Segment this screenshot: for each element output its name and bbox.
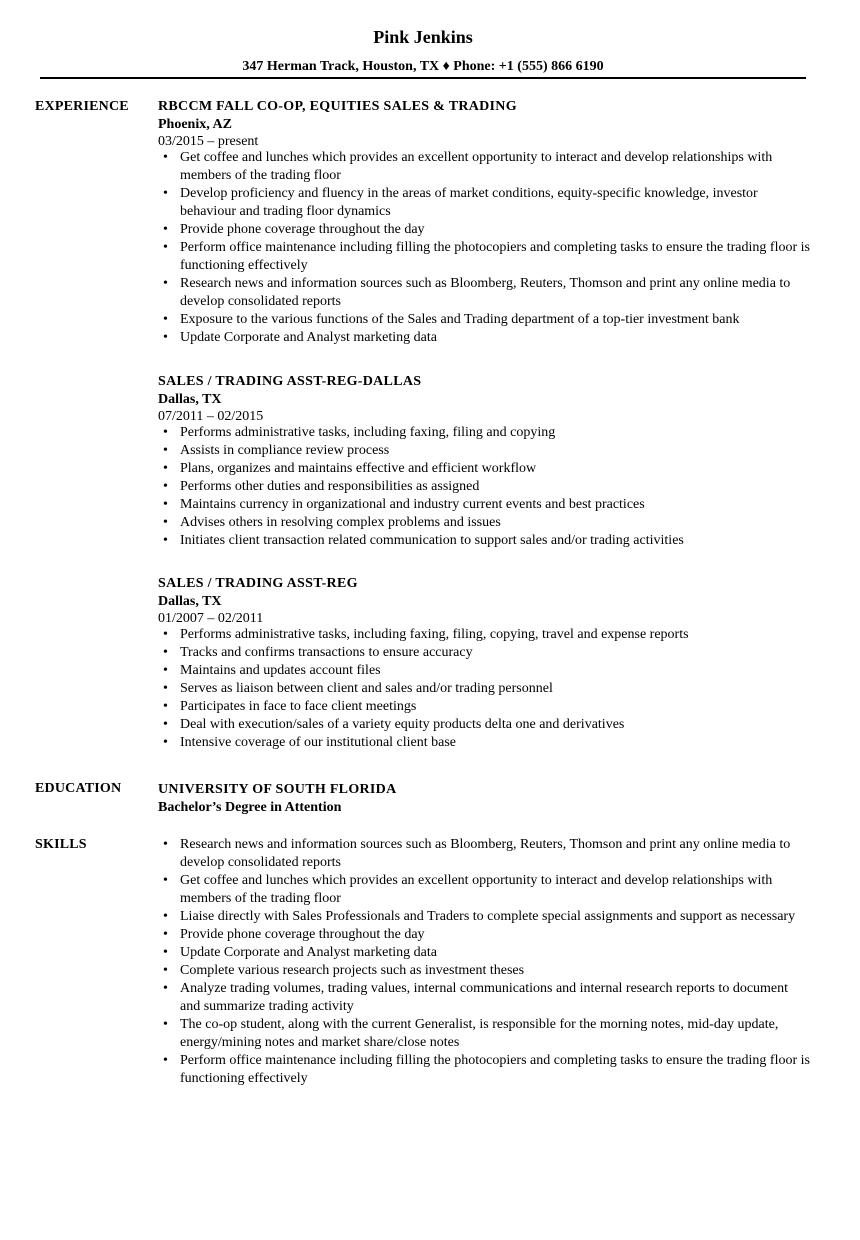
bullet-text: Develop proficiency and fluency in the areas of market conditions, equity-specific knowledge, investor behaviour and trading floor dynamics [180, 186, 758, 219]
bullet-item [158, 1052, 810, 1088]
bullet-text: The co-op student, along with the current Generalist, is responsible for the morning notes, mid-day update, energy/mining notes and market share/close notes [180, 1017, 779, 1050]
bullet-item [158, 239, 810, 275]
bullet-item [158, 311, 810, 329]
section-label-skills: SKILLS [35, 837, 87, 852]
bullet-item [158, 496, 810, 514]
bullet-item [158, 514, 810, 532]
education-entry [158, 781, 818, 817]
bullet-text: Participates in face to face client meetings [180, 699, 417, 714]
bullet-text: Plans, organizes and maintains effective and efficient workflow [180, 461, 537, 476]
bullet-item [158, 424, 810, 442]
job-dates: 03/2015 – present [158, 134, 259, 149]
bullet-icon: • [163, 479, 168, 494]
bullet-item [158, 478, 810, 496]
bullet-icon: • [163, 663, 168, 678]
bullet-text: Maintains and updates account files [180, 663, 381, 678]
bullet-text: Analyze trading volumes, trading values, internal communications and internal research reports to document and summarize trading activity [180, 981, 789, 1014]
bullet-text: Liaise directly with Sales Professionals and Traders to complete special assignments and support as necessary [180, 909, 796, 924]
bullet-item [158, 221, 810, 239]
bullet-item [158, 926, 810, 944]
bullet-text: Maintains currency in organizational and industry current events and best practices [180, 497, 645, 512]
bullet-icon: • [163, 909, 168, 924]
contact-line: 347 Herman Track, Houston, TX ♦ Phone: +1 (555) 866 6190 [242, 59, 604, 74]
bullet-icon: • [163, 735, 168, 750]
bullet-text: Perform office maintenance including filling the photocopiers and completing tasks to ensure the trading floor is functioning effectively [180, 1053, 810, 1086]
job-location: Dallas, TX [158, 594, 222, 609]
bullet-text: Intensive coverage of our institutional client base [180, 735, 457, 750]
bullet-item [158, 698, 810, 716]
bullet-icon: • [163, 627, 168, 642]
bullet-text: Get coffee and lunches which provides an excellent opportunity to interact and develop relationships with members of the trading floor [180, 873, 773, 906]
bullet-text: Performs administrative tasks, including faxing, filing, copying, travel and expense reports [180, 627, 689, 642]
bullet-text: Provide phone coverage throughout the day [180, 222, 425, 237]
bullet-text: Research news and information sources such as Bloomberg, Reuters, Thomson and print any online media to develop consolidated reports [180, 837, 791, 870]
bullet-icon: • [163, 515, 168, 530]
bullet-text: Advises others in resolving complex problems and issues [180, 515, 501, 530]
bullet-icon: • [163, 497, 168, 512]
bullet-text: Get coffee and lunches which provides an excellent opportunity to interact and develop relationships with members of the trading floor [180, 150, 773, 183]
bullet-item [158, 442, 810, 460]
bullet-icon: • [163, 312, 168, 327]
bullet-text: Complete various research projects such as investment theses [180, 963, 525, 978]
bullet-icon: • [163, 717, 168, 732]
bullet-icon: • [163, 533, 168, 548]
bullet-item [158, 532, 810, 550]
bullet-text: Performs other duties and responsibilities as assigned [180, 479, 480, 494]
bullet-icon: • [163, 837, 168, 852]
bullet-icon: • [163, 963, 168, 978]
job-entry [158, 98, 818, 347]
candidate-name: Pink Jenkins [373, 27, 473, 47]
bullet-item [158, 626, 810, 644]
bullet-item [158, 149, 810, 185]
bullet-icon: • [163, 645, 168, 660]
bullet-icon: • [163, 222, 168, 237]
bullet-icon: • [163, 443, 168, 458]
bullet-icon: • [163, 981, 168, 996]
bullet-icon: • [163, 150, 168, 165]
job-title: SALES / TRADING ASST-REG [158, 576, 358, 591]
bullet-item [158, 185, 810, 221]
bullet-item [158, 644, 810, 662]
bullet-text: Tracks and confirms transactions to ensure accuracy [180, 645, 473, 660]
bullet-text: Provide phone coverage throughout the day [180, 927, 425, 942]
bullet-icon: • [163, 681, 168, 696]
bullet-item [158, 275, 810, 311]
bullet-icon: • [163, 330, 168, 345]
job-bullets [158, 149, 818, 347]
bullet-item [158, 734, 810, 752]
bullet-icon: • [163, 1053, 168, 1068]
bullet-text: Performs administrative tasks, including faxing, filing and copying [180, 425, 556, 440]
job-location: Phoenix, AZ [158, 117, 232, 132]
bullet-item [158, 980, 810, 1016]
bullet-text: Deal with execution/sales of a variety equity products delta one and derivatives [180, 717, 625, 732]
bullet-icon: • [163, 927, 168, 942]
bullet-text: Perform office maintenance including filling the photocopiers and completing tasks to ensure the trading floor is functioning effectively [180, 240, 810, 273]
bullet-icon: • [163, 276, 168, 291]
bullet-icon: • [163, 425, 168, 440]
bullet-item [158, 836, 810, 872]
bullet-text: Serves as liaison between client and sales and/or trading personnel [180, 681, 553, 696]
bullet-item [158, 944, 810, 962]
bullet-text: Update Corporate and Analyst marketing data [180, 330, 437, 345]
bullet-icon: • [163, 699, 168, 714]
bullet-item [158, 329, 810, 347]
job-title: RBCCM FALL CO-OP, EQUITIES SALES & TRADING [158, 99, 517, 114]
bullet-text: Update Corporate and Analyst marketing data [180, 945, 437, 960]
job-dates: 01/2007 – 02/2011 [158, 611, 264, 626]
bullet-item [158, 662, 810, 680]
header-divider [40, 77, 806, 79]
bullet-icon: • [163, 186, 168, 201]
bullet-icon: • [163, 1017, 168, 1032]
skills-bullets [158, 836, 818, 1088]
job-entry [158, 373, 818, 550]
bullet-item [158, 680, 810, 698]
section-label-education: EDUCATION [35, 781, 122, 796]
bullet-icon: • [163, 873, 168, 888]
job-location: Dallas, TX [158, 392, 222, 407]
skills-entry [158, 836, 818, 1088]
bullet-icon: • [163, 240, 168, 255]
bullet-icon: • [163, 461, 168, 476]
bullet-item [158, 908, 810, 926]
job-entry [158, 575, 818, 752]
bullet-item [158, 1016, 810, 1052]
bullet-item [158, 872, 810, 908]
bullet-text: Assists in compliance review process [180, 443, 390, 458]
bullet-item [158, 460, 810, 478]
bullet-icon: • [163, 945, 168, 960]
bullet-text: Exposure to the various functions of the Sales and Trading department of a top-tier investment bank [180, 312, 740, 327]
section-label-experience: EXPERIENCE [35, 99, 129, 114]
job-dates: 07/2011 – 02/2015 [158, 409, 264, 424]
job-bullets [158, 424, 818, 550]
bullet-item [158, 962, 810, 980]
degree: Bachelor’s Degree in Attention [158, 800, 342, 815]
job-title: SALES / TRADING ASST-REG-DALLAS [158, 374, 422, 389]
school-name: UNIVERSITY OF SOUTH FLORIDA [158, 782, 397, 797]
bullet-text: Research news and information sources such as Bloomberg, Reuters, Thomson and print any online media to develop consolidated reports [180, 276, 791, 309]
bullet-item [158, 716, 810, 734]
job-bullets [158, 626, 818, 752]
bullet-text: Initiates client transaction related communication to support sales and/or trading activities [180, 533, 684, 548]
